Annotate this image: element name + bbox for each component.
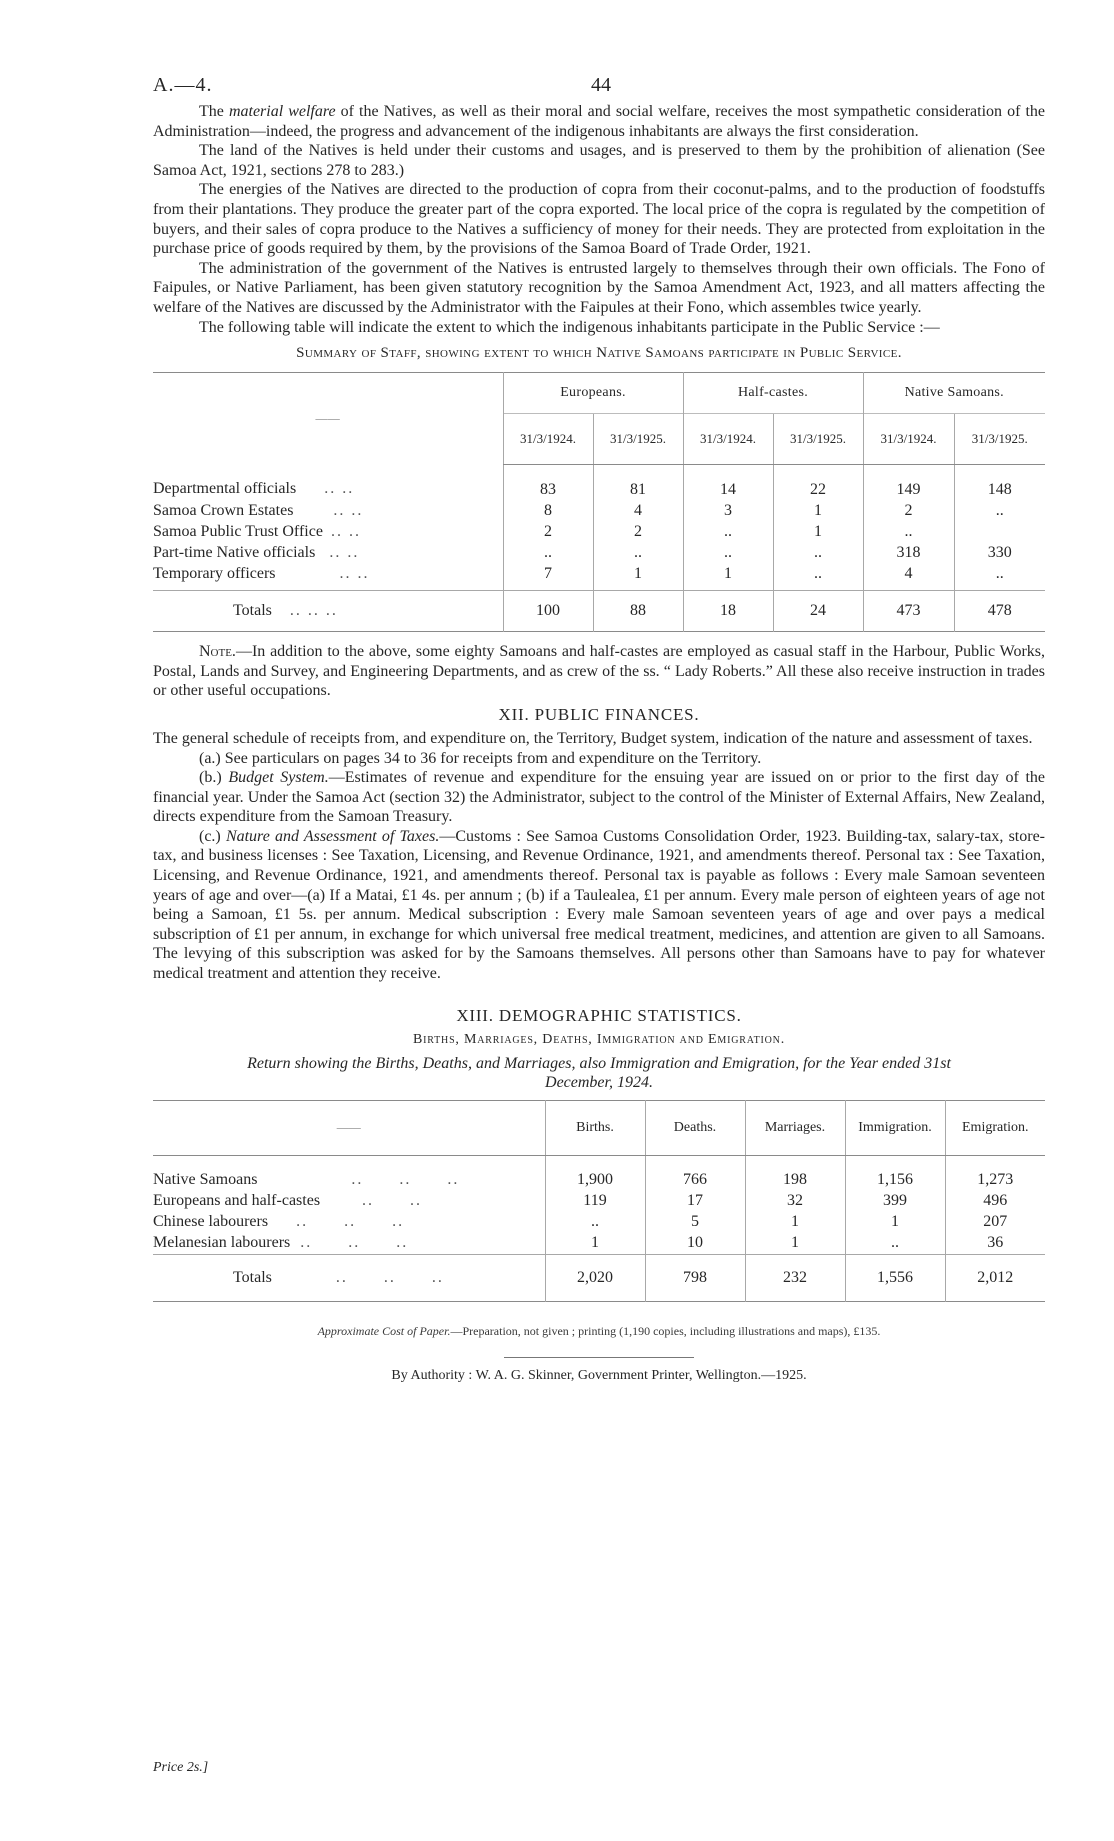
finances-intro: The general schedule of receipts from, and expenditure on, the Territory, Budget system, indication of the nature and assessment of taxes. (153, 729, 1033, 747)
row-label-text: Melanesian labourers (153, 1234, 291, 1252)
leader-dots: .. .. .. (335, 1268, 444, 1286)
page-number: 44 (591, 74, 611, 96)
item-b-text: —Estimates of revenue and expenditure for the ensuing year are issued on or prior to the first day of the financial year. Under the Samoa Act (section 32) the Administrator, subject to the control of the Minister of External Affairs, New Zealand, directs expenditure from the Samoan Treasury. (153, 769, 1046, 826)
row-label (153, 1233, 545, 1255)
demographics-subtitle: Births, Marriages, Deaths, Immigration and Emigration. (413, 1031, 785, 1047)
row-label-text: Part-time Native officials (153, 543, 316, 561)
row-label (153, 500, 503, 521)
leader-dots: .. .. (329, 543, 360, 561)
cell: .. (545, 1212, 645, 1233)
cell: 8 (503, 500, 593, 521)
row-label (153, 1155, 545, 1191)
totals-label (153, 1254, 545, 1301)
intro-paragraph-4: The administration of the government of the Natives is entrusted largely to themselves through their own officials. The Fono of Faipules, or Native Parliament, has been given statutory recognition by the Samoa Amendment Act, 1923, and all matters affecting the welfare of the Natives are discussed by the Administrator with the Faipules at their Fono, which assembles twice yearly. (153, 259, 1045, 316)
row-label (153, 465, 503, 501)
cell: 207 (945, 1212, 1045, 1233)
leader-dots: .. .. .. (289, 602, 338, 620)
cell: 119 (545, 1191, 645, 1212)
cell: 1 (773, 521, 863, 542)
leader-dots: .. .. .. (296, 1213, 405, 1231)
cell: 36 (945, 1233, 1045, 1255)
totals-row (153, 1254, 1045, 1301)
cell: 2 (593, 521, 683, 542)
demographic-table (153, 1100, 1045, 1302)
row-label (153, 521, 503, 542)
p1-lead: The (199, 103, 229, 120)
section-title-finances: XII. PUBLIC FINANCES. (498, 704, 700, 724)
cell: 1,156 (845, 1155, 945, 1191)
cell: 1,900 (545, 1155, 645, 1191)
totals-label-text: Totals (233, 1268, 272, 1286)
intro-paragraph-3: The energies of the Natives are directed to the production of copra from their coconut-palms, and to the production of foodstuffs from their plantations. They produce the greater part of the copra exported. The local price of the copra is regulated by the competition of buyers, and their sales of copra produce to the Natives a sufficiency of money for their needs. They are protected from exploitation in the purchase price of goods required by them, by the provisions of the Samoa Board of Trade Order, 1921. (153, 181, 1045, 258)
cell: 318 (863, 542, 954, 563)
cell: 83 (503, 465, 593, 501)
cell: 22 (773, 465, 863, 501)
cell: 1 (545, 1233, 645, 1255)
cost-of-paper (153, 1324, 1045, 1339)
total-cell: 18 (683, 591, 773, 632)
cell: .. (683, 542, 773, 563)
document-reference: A.—4. (153, 74, 213, 96)
finances-item-c (153, 827, 1045, 984)
column-header-marriages: Marriages. (745, 1100, 845, 1155)
price-note: Price 2s.] (153, 1760, 209, 1775)
cell: 10 (645, 1233, 745, 1255)
row-label (153, 1212, 545, 1233)
staff-table-title: Summary of Staff, showing extent to which Native Samoans participate in Public Service. (296, 345, 902, 362)
cell: 1 (773, 500, 863, 521)
cell: 1 (745, 1212, 845, 1233)
cell: 496 (945, 1191, 1045, 1212)
date-header: 31/3/1924. (683, 414, 773, 465)
cell: 149 (863, 465, 954, 501)
cost-text: —Preparation, not given ; printing (1,190 copies, including illustrations and maps), £135. (450, 1323, 881, 1338)
item-b-heading: Budget System. (228, 769, 329, 787)
row-label-text: Samoa Crown Estates (153, 501, 294, 519)
demographic-head-dash (153, 1100, 545, 1155)
total-cell: 24 (773, 591, 863, 632)
total-cell: 478 (954, 591, 1045, 632)
total-cell: 232 (745, 1254, 845, 1301)
group-europeans: Europeans. (503, 373, 683, 414)
cost-label: Approximate Cost of Paper. (317, 1323, 451, 1338)
table-row (153, 1191, 1045, 1212)
table-row (153, 1155, 1045, 1191)
leader-dots: .. .. .. (351, 1171, 460, 1189)
table-row (153, 563, 1045, 584)
date-header: 31/3/1925. (593, 414, 683, 465)
cell: 766 (645, 1155, 745, 1191)
intro-section (153, 102, 1045, 337)
total-cell: 473 (863, 591, 954, 632)
row-label (153, 542, 503, 563)
cell: 1 (593, 563, 683, 584)
row-label-text: Samoa Public Trust Office (153, 522, 323, 540)
p1-rest: of the Natives, as well as their moral and social welfare, receives the most sympathetic consideration of the Administration—indeed, the progress and advancement of the indigenous inhabitants are always the first consideration. (153, 103, 1045, 140)
cell: 32 (745, 1191, 845, 1212)
leader-dots: .. .. (324, 480, 355, 498)
cell: 1 (683, 563, 773, 584)
date-header: 31/3/1924. (503, 414, 593, 465)
leader-dots: .. .. .. (300, 1234, 409, 1252)
table-row (153, 500, 1045, 521)
divider (504, 1357, 694, 1358)
row-label-text: Temporary officers (153, 564, 276, 582)
finances-item-a: (a.) See particulars on pages 34 to 36 for receipts from and expenditure on the Territory. (199, 749, 762, 767)
cell: 399 (845, 1191, 945, 1212)
row-label-text: Native Samoans (153, 1171, 258, 1189)
total-cell: 2,020 (545, 1254, 645, 1301)
table-row (153, 1233, 1045, 1255)
column-header-births: Births. (545, 1100, 645, 1155)
leader-dots: .. .. (330, 522, 361, 540)
intro-paragraph-2: The land of the Natives is held under their customs and usages, and is preserved to them by the prohibition of alienation (See Samoa Act, 1921, sections 278 to 283.) (153, 142, 1045, 179)
note-paragraph (153, 642, 1045, 701)
cell: .. (773, 542, 863, 563)
printer-authority: By Authority : W. A. G. Skinner, Government Printer, Wellington.—1925. (391, 1367, 807, 1383)
p1-emphasis: material welfare (228, 103, 336, 120)
date-header: 31/3/1925. (954, 414, 1045, 465)
column-header-deaths: Deaths. (645, 1100, 745, 1155)
table-row (153, 465, 1045, 501)
cell: 2 (503, 521, 593, 542)
total-cell: 88 (593, 591, 683, 632)
note-text: —In addition to the above, some eighty Samoans and half-castes are employed as casual staff in the Harbour, Public Works, Postal, Lands and Survey, and Engineering Departments, and as crew of the ss. “ Lady Roberts.” All these also receive instruction in trades or other useful occupations. (153, 643, 1045, 700)
staff-group-header-row (153, 373, 1045, 414)
cell: 14 (683, 465, 773, 501)
cell: 5 (645, 1212, 745, 1233)
column-header-emigration: Emigration. (945, 1100, 1045, 1155)
totals-label-text: Totals (233, 602, 272, 620)
cell: 1,273 (945, 1155, 1045, 1191)
row-label (153, 1191, 545, 1212)
cell: .. (773, 563, 863, 584)
row-label-text: Europeans and half-castes (153, 1192, 321, 1210)
item-c-heading: Nature and Assessment of Taxes. (225, 827, 440, 845)
intro-paragraph-5: The following table will indicate the extent to which the indigenous inhabitants participate in the Public Service :— (199, 318, 940, 336)
finances-item-b (153, 768, 1045, 827)
cell: .. (683, 521, 773, 542)
intro-paragraph-1 (153, 102, 1045, 141)
cell: .. (503, 542, 593, 563)
leader-dots: .. .. (362, 1192, 423, 1210)
table-row (153, 542, 1045, 563)
cell: 81 (593, 465, 683, 501)
cell: 198 (745, 1155, 845, 1191)
cell: 4 (863, 563, 954, 584)
totals-label (153, 591, 503, 632)
page-header (153, 62, 1045, 96)
item-b-label: (b.) (199, 769, 229, 787)
row-label (153, 563, 503, 584)
cell: 1 (745, 1233, 845, 1255)
group-native-samoans: Native Samoans. (863, 373, 1045, 414)
cell: .. (593, 542, 683, 563)
cell: 3 (683, 500, 773, 521)
cell: 1 (845, 1212, 945, 1233)
cell: 2 (863, 500, 954, 521)
staff-head-dash (153, 373, 503, 465)
cell: .. (845, 1233, 945, 1255)
document-page (153, 62, 1046, 1775)
row-label-text: Departmental officials (153, 480, 297, 498)
note-label: Note. (199, 643, 236, 661)
staff-summary-table (153, 372, 1045, 632)
total-cell: 1,556 (845, 1254, 945, 1301)
table-row (153, 1212, 1045, 1233)
cell (954, 521, 1045, 542)
row-label-text: Chinese labourers (153, 1213, 269, 1231)
head-dash-text: —— (315, 410, 341, 425)
total-cell: 100 (503, 591, 593, 632)
demographic-header-row (153, 1100, 1045, 1155)
item-c-text: —Customs : See Samoa Customs Consolidation Order, 1923. Building-tax, salary-tax, store-tax, and business licenses : See Taxation, Licensing, and Revenue Ordinance, 1921, and amendments thereof. Personal tax : See Taxation, Licensing, and Revenue Ordinance, 1921, and amendments thereof. Personal tax is payable as follows : Every male Samoan seventeen years of age and over—(a) If a Matai, £1 4s. per annum ; (b) if a Taulealea, £1 per annum. Every male person of eighteen years of age not being a Samoan, £1 5s. per annum. Medical subscription : Every male Samoan seventeen years of age and over pays a medical subscription of £1 per annum, in exchange for which universal free medical treatment, medicines, and attention are given to all Samoans. The levying of this subscription was asked for by the Samoans themselves. All persons other than Samoans have to pay for whatever medical treatment and attention they receive. (153, 827, 1046, 983)
cell: .. (954, 500, 1045, 521)
total-cell: 798 (645, 1254, 745, 1301)
item-c-label: (c.) (199, 827, 226, 845)
cell: 7 (503, 563, 593, 584)
cell: 17 (645, 1191, 745, 1212)
leader-dots: .. .. (339, 564, 370, 582)
cell: 148 (954, 465, 1045, 501)
totals-row (153, 591, 1045, 632)
head-dash-text: —— (336, 1119, 361, 1134)
return-title: Return showing the Births, Deaths, and Marriages, also Immigration and Emigration, for the Year ended 31st December, 1924. (247, 1054, 951, 1091)
column-header-immigration: Immigration. (845, 1100, 945, 1155)
leader-dots: .. .. (333, 501, 364, 519)
cell: .. (954, 563, 1045, 584)
date-header: 31/3/1925. (773, 414, 863, 465)
cell: 4 (593, 500, 683, 521)
table-row (153, 521, 1045, 542)
cell: .. (863, 521, 954, 542)
cell: 330 (954, 542, 1045, 563)
total-cell: 2,012 (945, 1254, 1045, 1301)
group-half-castes: Half-castes. (683, 373, 863, 414)
date-header: 31/3/1924. (863, 414, 954, 465)
section-title-demographics: XIII. DEMOGRAPHIC STATISTICS. (456, 1005, 742, 1025)
